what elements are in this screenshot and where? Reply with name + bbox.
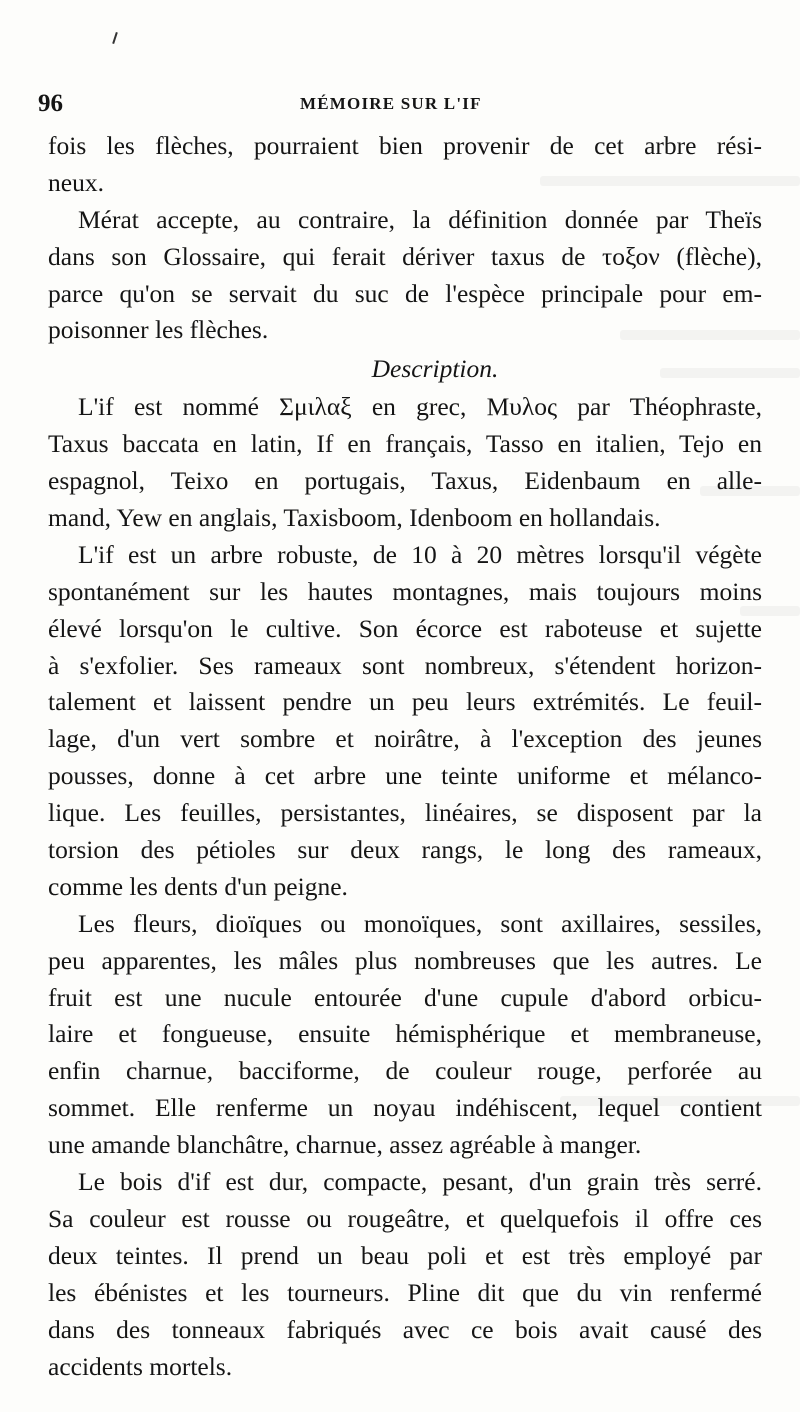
text-line: parce qu'on se servait du suc de l'espèce principale pour em- (48, 278, 762, 308)
running-title: MÉMOIRE SUR L'IF (300, 94, 482, 113)
text-line: Sa couleur est rousse ou rougeâtre, et quelquefois il offre ces (48, 1203, 762, 1233)
text-line: enfin charnue, bacciforme, de couleur rouge, perforée au (48, 1056, 762, 1086)
page-header (38, 90, 758, 120)
paragraph (48, 537, 762, 906)
text-line: L'if est un arbre robuste, de 10 à 20 mètres lorsqu'il végète (78, 539, 762, 569)
paragraph (48, 128, 762, 202)
page-number: 96 (38, 90, 63, 117)
text-line: Mérat accepte, au contraire, la définition donnée par Theïs (78, 204, 762, 234)
text-line: peu apparentes, les mâles plus nombreuses que les autres. Le (48, 945, 762, 975)
text-line: talement et laissent pendre un peu leurs extrémités. Le feuil- (48, 687, 762, 717)
text-line: Les fleurs, dioïques ou monoïques, sont axillaires, sessiles, (78, 908, 762, 938)
margin-mark (112, 32, 118, 44)
text-line: laire et fongueuse, ensuite hémisphérique et membraneuse, (48, 1019, 762, 1049)
text-line: élevé lorsqu'on le cultive. Son écorce est raboteuse et sujette (48, 613, 762, 643)
text-line: dans son Glossaire, qui ferait dériver taxus de τοξον (flèche), (48, 241, 762, 271)
text-line: spontanément sur les hautes montagnes, mais toujours moins (48, 576, 762, 606)
text-line: à s'exfolier. Ses rameaux sont nombreux, s'étendent horizon- (48, 650, 762, 680)
text-line: lage, d'un vert sombre et noirâtre, à l'exception des jeunes (48, 724, 762, 754)
text-line: mand, Yew en anglais, Taxisboom, Idenboom en hollandais. (48, 503, 661, 533)
paragraph (48, 1164, 762, 1385)
text-line: neux. (48, 167, 104, 197)
paragraph (48, 389, 762, 537)
body-text (48, 128, 762, 1385)
text-line: Taxus baccata en latin, If en français, Tasso en italien, Tejo en (48, 429, 762, 459)
paragraph (48, 202, 762, 350)
text-line: accidents mortels. (48, 1351, 233, 1381)
text-line: comme les dents d'un peigne. (48, 871, 348, 901)
text-line: Le bois d'if est dur, compacte, pesant, d'un grain très serré. (78, 1167, 762, 1197)
paragraph (48, 906, 762, 1164)
text-line: une amande blanchâtre, charnue, assez agréable à manger. (48, 1130, 642, 1160)
text-line: poisonner les flèches. (48, 315, 269, 345)
text-line: lique. Les feuilles, persistantes, linéaires, se disposent par la (48, 798, 762, 828)
text-line: fruit est une nucule entourée d'une cupule d'abord orbicu- (48, 982, 762, 1012)
text-line: torsion des pétioles sur deux rangs, le long des rameaux, (48, 835, 762, 865)
text-line: espagnol, Teixo en portugais, Taxus, Eidenbaum en alle- (48, 466, 762, 496)
section-heading: Description. (371, 354, 499, 384)
text-line: pousses, donne à cet arbre une teinte uniforme et mélanco- (48, 761, 762, 791)
text-line: deux teintes. Il prend un beau poli et est très employé par (48, 1240, 762, 1270)
text-line: fois les flèches, pourraient bien provenir de cet arbre rési- (48, 131, 762, 160)
text-line: les ébénistes et les tourneurs. Pline dit que du vin renfermé (48, 1277, 762, 1307)
text-line: dans des tonneaux fabriqués avec ce bois avait causé des (48, 1314, 762, 1344)
text-line: L'if est nommé Σμιλαξ en grec, Μυλος par Théophraste, (78, 392, 762, 422)
text-line: sommet. Elle renferme un noyau indéhiscent, lequel contient (48, 1093, 762, 1123)
